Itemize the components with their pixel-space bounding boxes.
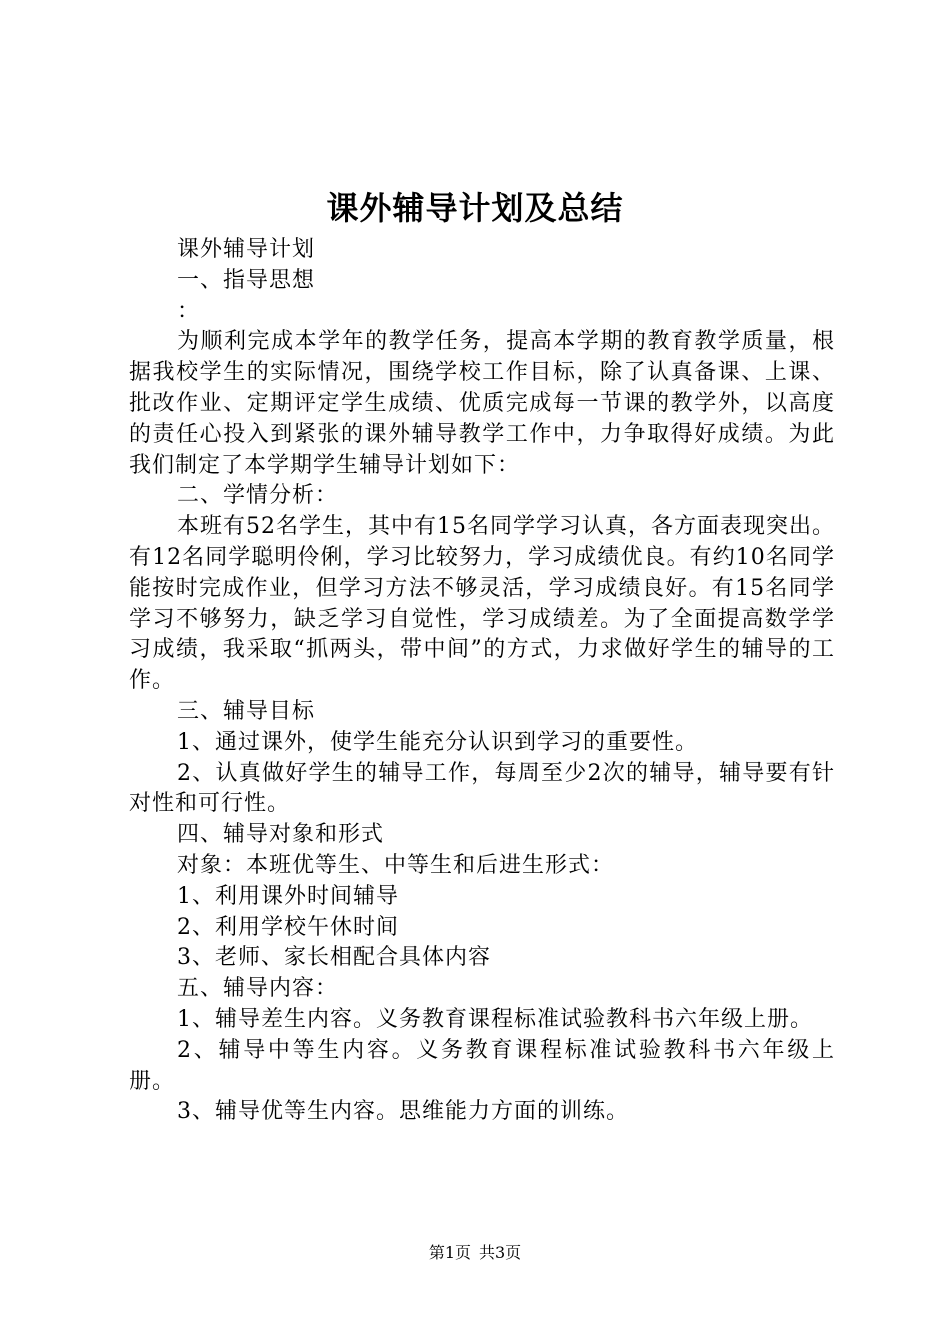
paragraph-content-2: 2、辅导中等生内容。义务教育课程标准试验教科书六年级上册。	[129, 1037, 835, 1094]
paragraph-section-1-heading: 一、指导思想	[177, 267, 316, 293]
paragraph-form-2: 2、利用学校午休时间	[177, 914, 399, 940]
paragraph-form-3: 3、老师、家长相配合具体内容	[177, 945, 491, 971]
paragraph-section-4-heading: 四、辅导对象和形式	[177, 822, 385, 848]
paragraph-student-analysis: 本班有52名学生，其中有15名同学学习认真，各方面表现突出。有12名同学聪明伶俐，学习比较努力，学习成绩优良。有约10名同学能按时完成作业，但学习方法不够灵活，学习成绩良好。有15名同学学习不够努力，缺乏学习自觉性，学习成绩差。为了全面提高数学学习成绩，我采取“抓两头，带中间”的方式，力求做好学生的辅导的工作。	[129, 514, 835, 694]
paragraph-goal-1: 1、通过课外，使学生能充分认识到学习的重要性。	[177, 729, 698, 755]
paragraph-plan-heading: 课外辅导计划	[177, 237, 316, 262]
paragraph-section-5-heading: 五、辅导内容：	[177, 976, 339, 1002]
page-number: 第1页	[428, 1243, 471, 1262]
page-footer	[0, 1242, 950, 1264]
paragraph-colon: ：	[177, 298, 201, 324]
paragraph-goal-2: 2、认真做好学生的辅导工作，每周至少2次的辅导，辅导要有针对性和可行性。	[129, 760, 835, 817]
document-body	[129, 235, 835, 1128]
paragraph-form-1: 1、利用课外时间辅导	[177, 883, 399, 909]
paragraph-guiding-thought: 为顺利完成本学年的教学任务，提高本学期的教育教学质量，根据我校学生的实际情况，围绕学校工作目标，除了认真备课、上课、批改作业、定期评定学生成绩、优质完成每一节课的教学外，以高度的责任心投入到紧张的课外辅导教学工作中，力争取得好成绩。为此我们制定了本学期学生辅导计划如下：	[129, 329, 835, 478]
paragraph-content-3: 3、辅导优等生内容。思维能力方面的训练。	[177, 1099, 629, 1125]
paragraph-section-2-heading: 二、学情分析：	[177, 483, 339, 509]
paragraph-section-3-heading: 三、辅导目标	[177, 698, 316, 724]
paragraph-content-1: 1、辅导差生内容。义务教育课程标准试验教科书六年级上册。	[177, 1006, 813, 1032]
page-total: 共3页	[479, 1243, 522, 1262]
document-title: 课外辅导计划及总结	[326, 189, 624, 227]
paragraph-targets: 对象：本班优等生、中等生和后进生形式：	[177, 852, 615, 878]
